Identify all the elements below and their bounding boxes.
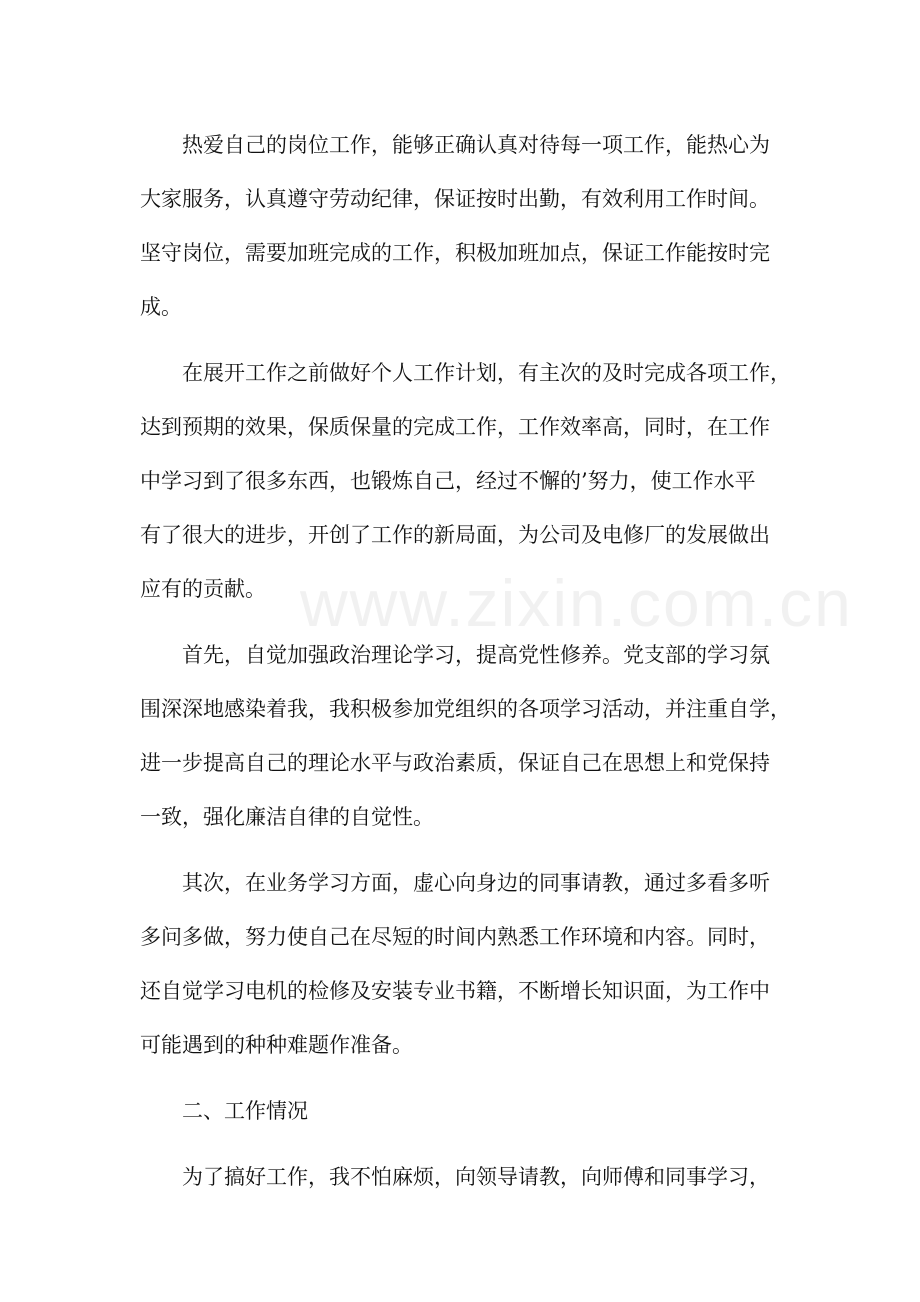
paragraph-line: 可能遇到的种种难题作准备。 (140, 1033, 413, 1057)
paragraph-line: 其次，在业务学习方面，虚心向身边的同事请教，通过多看多听 (182, 871, 770, 895)
paragraph-line: 围深深地感染着我，我积极参加党组织的各项学习活动，并注重自学， (140, 697, 791, 721)
document-body (140, 118, 800, 1216)
paragraph-line: 成。 (140, 295, 182, 319)
paragraph-5 (140, 1150, 800, 1204)
watermark: www.zixin.com.cn (300, 566, 853, 640)
paragraph-line: 首先，自觉加强政治理论学习，提高党性修养。党支部的学习氛 (182, 643, 770, 667)
paragraph-line: 达到预期的效果，保质保量的完成工作，工作效率高，同时，在工作 (140, 415, 770, 439)
paragraph-3 (140, 628, 800, 844)
paragraph-line: 坚守岗位，需要加班完成的工作，积极加班加点，保证工作能按时完 (140, 241, 770, 265)
paragraph-4 (140, 856, 800, 1072)
paragraph-line: 还自觉学习电机的检修及安装专业书籍，不断增长知识面，为工作中 (140, 979, 770, 1003)
section-heading-text: 二、工作情况 (182, 1099, 308, 1123)
paragraph-line: 中学习到了很多东西，也锻炼自己，经过不懈的’努力，使工作水平 (140, 469, 756, 493)
paragraph-line: 为了搞好工作，我不怕麻烦，向领导请教，向师傅和同事学习， (182, 1165, 770, 1189)
paragraph-1 (140, 118, 800, 334)
section-heading (140, 1084, 800, 1138)
paragraph-line: 多问多做，努力使自己在尽短的时间内熟悉工作环境和内容。同时， (140, 925, 770, 949)
paragraph-line: 大家服务，认真遵守劳动纪律，保证按时出勤，有效利用工作时间。 (140, 187, 770, 211)
paragraph-line: 在展开工作之前做好个人工作计划，有主次的及时完成各项工作， (182, 361, 791, 385)
paragraph-line: 有了很大的进步，开创了工作的新局面，为公司及电修厂的发展做出 (140, 523, 770, 547)
paragraph-line: 进一步提高自己的理论水平与政治素质，保证自己在思想上和党保持 (140, 751, 770, 775)
paragraph-line: 热爱自己的岗位工作，能够正确认真对待每一项工作，能热心为 (182, 133, 770, 157)
paragraph-line: 一致，强化廉洁自律的自觉性。 (140, 805, 434, 829)
paragraph-line: 应有的贡献。 (140, 577, 266, 601)
paragraph-2 (140, 346, 800, 616)
